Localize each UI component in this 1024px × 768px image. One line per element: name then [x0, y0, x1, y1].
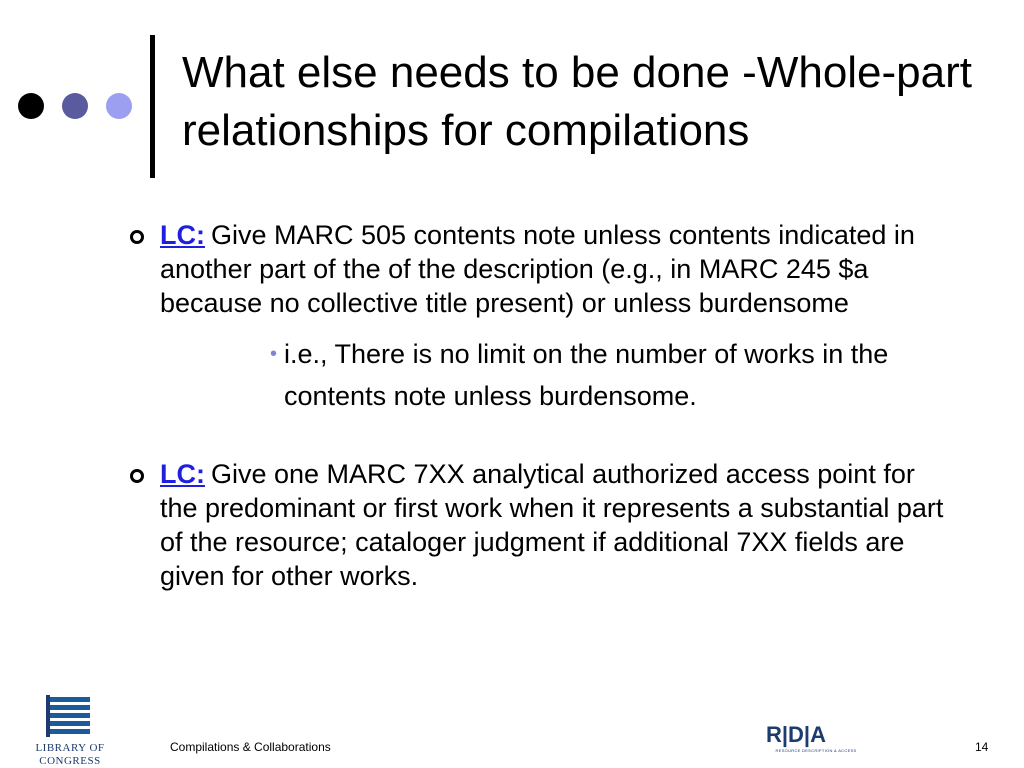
loc-logo-text: LIBRARY OF CONGRESS [35, 742, 105, 767]
sub-bullet-item [270, 333, 950, 417]
title-divider [150, 35, 155, 178]
bullet-text: Give one MARC 7XX analytical authorized access point for the predominant or first work when it represents a substantial part of the resource; cataloger judgment if additional 7XX fields are given for other works. [160, 459, 944, 591]
slide-body [130, 218, 950, 593]
bullet-item [130, 457, 950, 593]
bullet-item [130, 218, 950, 417]
rda-logo-letters: R|D|A [766, 722, 826, 747]
slide-title: What else needs to be done -Whole-part relationships for compilations [182, 48, 973, 155]
dot-lavender [106, 93, 132, 119]
rda-logo [766, 724, 866, 754]
ring-bullet-icon [130, 230, 144, 244]
lc-label: LC: [160, 220, 205, 250]
lc-label: LC: [160, 459, 205, 489]
page-number: 14 [975, 740, 989, 754]
bullet-text: Give MARC 505 contents note unless contents indicated in another part of the of the description (e.g., in MARC 245 $a because no collective title present) or unless burdensome [160, 220, 915, 318]
rda-logo-subtext: RESOURCE DESCRIPTION & ACCESS [775, 748, 857, 753]
footer-text: Compilations & Collaborations [170, 740, 331, 754]
sub-bullet-icon: • [270, 343, 278, 365]
ring-bullet-icon [130, 469, 144, 483]
sub-bullet-text: i.e., There is no limit on the number of works in the contents note unless burdensome. [284, 339, 889, 411]
dot-purple [62, 93, 88, 119]
dot-black [18, 93, 44, 119]
